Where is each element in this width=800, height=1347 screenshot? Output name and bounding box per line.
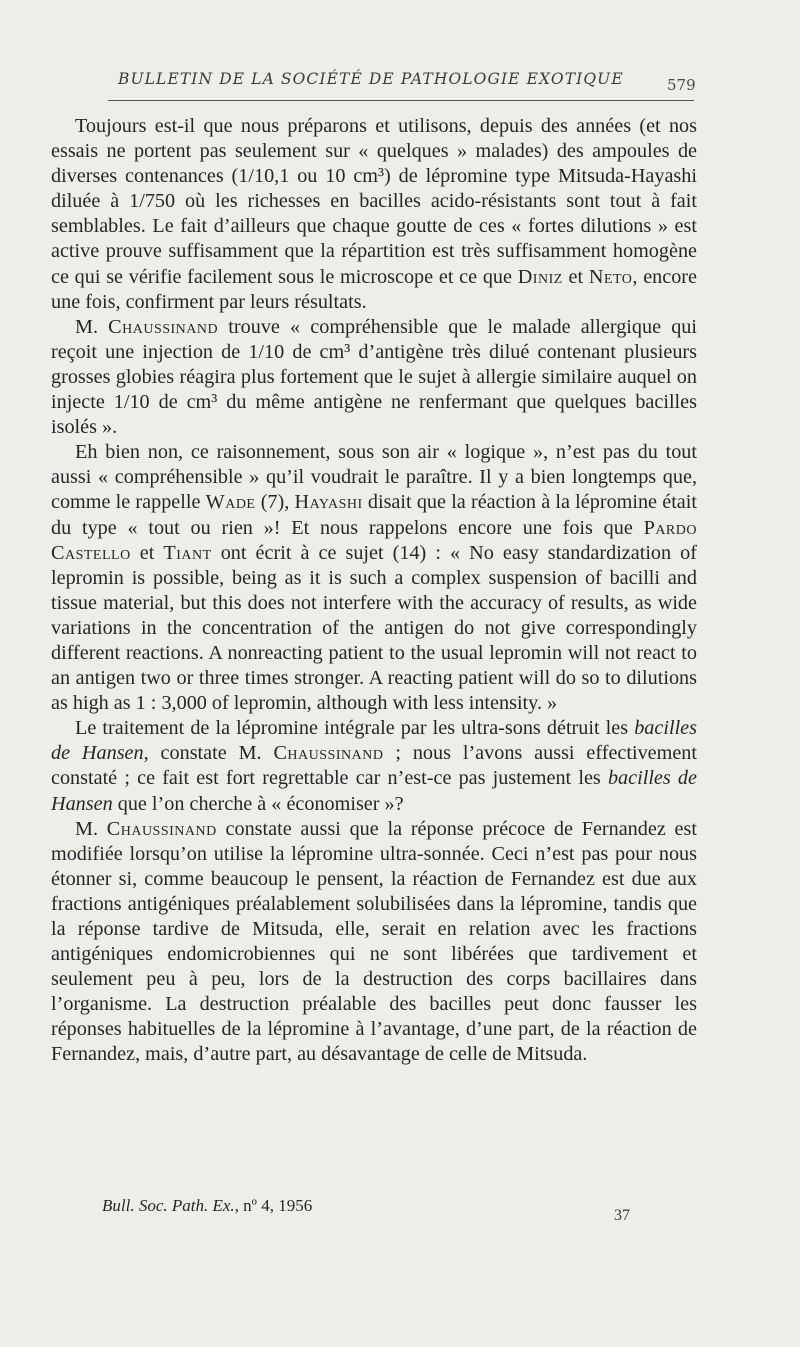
text-run: que l’on cherche à « économiser »?: [112, 792, 404, 815]
text-run: M.: [75, 315, 109, 338]
text-run: trouve « compréhensible que le malade allergique qui reçoit une injection de 1/10 de cm³ d’antigène très dilué contenant plusieurs grosses globies réagira plus fortement que le sujet à allergie similaire auquel on injecte 1/10 de cm³ du même antigène ne renfermant que quelques bacilles isolés ».: [51, 315, 697, 439]
text-run: disait que la réaction à la lépromine était du type « tout ou rien »! Et nous rappelons encore une fois que: [51, 491, 697, 539]
paragraph: [51, 716, 697, 816]
article-body: [51, 114, 697, 1068]
text-run: et: [130, 541, 164, 564]
author-name: Chaussinand: [108, 315, 219, 338]
signature-number: 37: [614, 1207, 630, 1224]
text-run: (7),: [255, 491, 295, 514]
author-name: Hayashi: [294, 491, 363, 514]
text-run: M.: [75, 817, 107, 840]
text-run: Le traitement de la lépromine intégrale par les ultra-sons détruit les: [75, 717, 635, 740]
page-number: 579: [667, 76, 696, 94]
citation-issue: , nº 4, 1956: [234, 1196, 313, 1215]
author-name: Neto: [588, 265, 633, 288]
text-run: constate aussi que la réponse précoce de Fernandez est modifiée lorsqu’on utilise la lépromine ultra-sonnée. Ceci n’est pas pour nous étonner si, comme beaucoup le pensent, la réaction de Fernandez est due aux fractions antigéniques préalablement solubilisées dans la lépromine, tandis que la réponse tardive de Mitsuda, elle, serait en relation avec les fractions antigéniques endomicrobiennes qui ne sont libérées que tardivement et seulement peu à peu, lors de la destruction des corps bacillaires dans l’organisme. La destruction préalable des bacilles peut donc fausser les réponses habituelles de la lépromine à l’avantage, d’une part, de la réaction de Fernandez, mais, d’autre part, au désavantage de celle de Mitsuda.: [51, 817, 697, 1066]
running-head: BULLETIN DE LA SOCIÉTÉ DE PATHOLOGIE EXOTIQUE: [118, 70, 624, 88]
italic-term: bacilles de Hansen: [51, 717, 697, 765]
author-name: Pardo Castello: [51, 516, 697, 564]
text-run: Toujours est-il que nous préparons et utilisons, depuis des années (et nos essais ne portent pas seulement sur « quelques » malades) des ampoules de diverses contenances (1/10,1 ou 10 cm³) de lépromine type Mitsuda-Hayashi diluée à 1/750 où les richesses en bacilles acido-résistants sont tout à fait semblables. Le fait d’ailleurs que chaque goutte de ces « fortes dilutions » est active prouve suffisamment que la répartition est très suffisamment homogène ce qui se vérifie facilement sous le microscope et ce que: [51, 115, 697, 288]
text-run: , encore une fois, confirment par leurs résultats.: [51, 265, 697, 313]
text-run: et: [562, 265, 589, 288]
text-run: ; nous l’avons aussi effectivement constaté ; ce fait est fort regrettable car n’est-ce pas justement les: [51, 742, 698, 790]
italic-term: bacilles de Hansen: [51, 767, 697, 815]
header-rule: [108, 100, 694, 101]
paragraph: [51, 315, 697, 440]
author-name: Chaussinand: [273, 742, 384, 765]
author-name: Wade: [205, 491, 256, 514]
text-run: , constate M.: [143, 742, 274, 765]
text-run: Eh bien non, ce raisonnement, sous son air « logique », n’est pas du tout aussi « compréhensible » qu’il voudrait le paraître. Il y a bien longtemps que, comme le rappelle: [51, 441, 697, 514]
paragraph: [51, 440, 697, 716]
footer-citation: [102, 1196, 312, 1216]
author-name: Chaussinand: [106, 817, 217, 840]
author-name: Tiant: [163, 541, 212, 564]
paragraph: [51, 817, 697, 1068]
citation-journal: Bull. Soc. Path. Ex.: [102, 1196, 235, 1215]
author-name: Diniz: [517, 265, 563, 288]
paragraph: [51, 114, 697, 315]
text-run: ont écrit à ce sujet (14) : « No easy standardization of lepromin is possible, being as it is such a complex suspension of bacilli and tissue material, but this does not interfere with the accuracy of results, as wide variations in the concentration of the antigen do not give correspondingly different reactions. A nonreacting patient to the usual lepromin will not react to an antigen two or three times stronger. A reacting patient will do so to dilutions as high as 1 : 3,000 of lepromin, although with less intensity. »: [51, 541, 697, 715]
